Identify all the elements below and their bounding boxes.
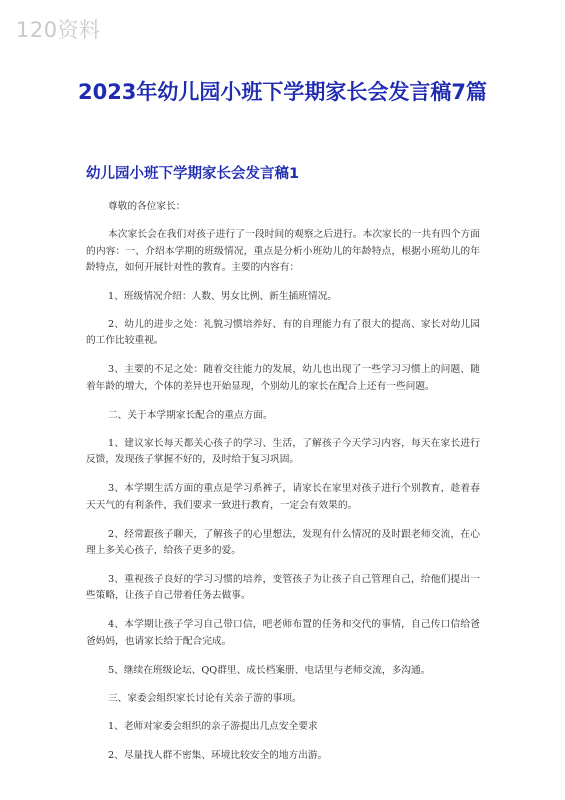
paragraph-messages: 4、本学期让孩子学习自己带口信，吧老师布置的任务和交代的事情，自己传口信给爸爸妈妈，也请家长给于配合完成。 <box>86 619 480 647</box>
paragraph-habits: 3、重视孩子良好的学习习惯的培养，变管孩子为让孩子自己管理自己，给他们提出一些策略，让孩子自己带着任务去做事。 <box>86 574 480 602</box>
paragraph-safety: 1、老师对家委会组织的亲子游提出几点安全要求 <box>108 721 318 733</box>
paragraph-section-three: 三、家委会组织家长讨论有关亲子游的事项。 <box>108 693 302 705</box>
document-title: 2023年幼儿园小班下学期家长会发言稿7篇 <box>77 80 488 104</box>
paragraph-section-two: 二、关于本学期家长配合的重点方面。 <box>108 409 273 421</box>
paragraph-salutation: 尊敬的各位家长： <box>108 201 186 212</box>
paragraph-daily-care: 1、建议家长每天都关心孩子的学习、生活，了解孩子今天学习内容，每天在家长进行反馈，发现孩子掌握不好的，及时给于复习巩固。 <box>86 438 480 466</box>
paragraph-intro: 本次家长会在我们对孩子进行了一段时间的观察之后进行。本次家长的一共有四个方面的内容：一、介绍本学期的班级情况，重点是分析小班幼儿的年龄特点，根据小班幼儿的年龄特点，如何开展针对性的教育。主要的内容有： <box>86 229 480 273</box>
paragraph-class-info: 1、班级情况介绍：人数、男女比例、新生插班情况。 <box>108 290 337 302</box>
paragraph-progress: 2、幼儿的进步之处：礼貌习惯培养好、有的自理能力有了很大的提高、家长对幼儿园的工作比较重视。 <box>86 319 480 347</box>
paragraph-shortcomings: 3、主要的不足之处：随着交往能力的发展，幼儿也出现了一些学习习惯上的问题、随着年龄的增大，个体的差异也开始显现，个别幼儿的家长在配合上还有一些问题。 <box>86 364 480 392</box>
paragraph-chat: 2、经常跟孩子聊天，了解孩子的心里想法，发现有什么情况的及时跟老师交流，在心理上多关心孩子，给孩子更多的爱。 <box>86 528 480 557</box>
paragraph-dressing: 3、本学期生活方面的重点是学习系裤子，请家长在家里对孩子进行个别教育，趁着春天天气的有利条件，我们要求一致进行教育，一定会有效果的。 <box>86 483 480 511</box>
paragraph-communication: 5、继续在班级论坛、QQ群里、成长档案册、电话里与老师交流，多沟通。 <box>108 664 431 676</box>
paragraph-location: 2、尽量找人群不密集、环境比较安全的地方出游。 <box>108 749 328 761</box>
watermark: 120资料 <box>16 18 101 42</box>
section-heading: 幼儿园小班下学期家长会发言稿1 <box>86 166 300 182</box>
